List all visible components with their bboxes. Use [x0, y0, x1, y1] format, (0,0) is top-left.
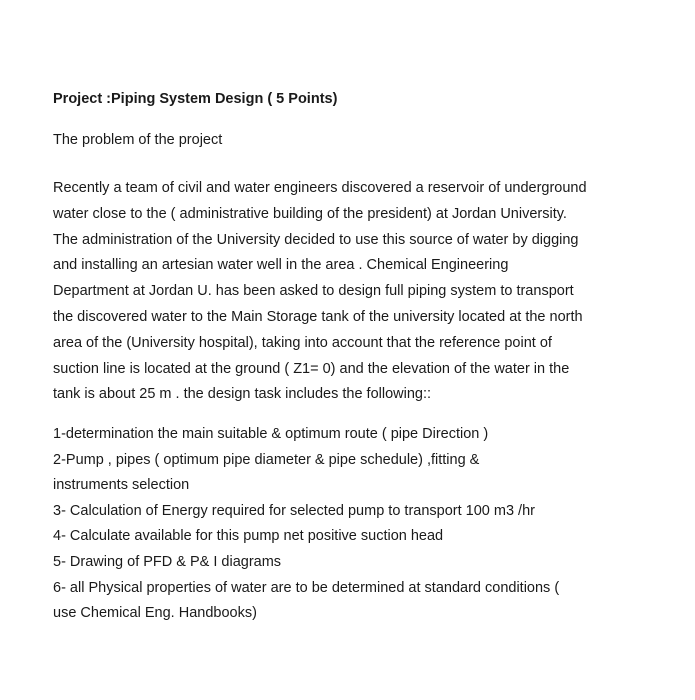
list-item: 4- Calculate available for this pump net positive suction head	[53, 528, 444, 545]
list-item: 6- all Physical properties of water are to be determined at standard conditions (	[53, 579, 560, 596]
problem-heading: The problem of the project	[53, 132, 223, 148]
paragraph-line: water close to the ( administrative building of the president) at Jordan University.	[53, 205, 567, 222]
project-title: Project :Piping System Design ( 5 Points)	[53, 91, 338, 107]
paragraph-line: tank is about 25 m . the design task includes the following::	[53, 386, 432, 403]
problem-description	[53, 176, 693, 408]
list-item: 1-determination the main suitable & optimum route ( pipe Direction )	[53, 426, 489, 442]
paragraph-line: and installing an artesian water well in the area . Chemical Engineering	[53, 257, 509, 274]
paragraph-line: Recently a team of civil and water engineers discovered a reservoir of underground	[53, 180, 587, 196]
list-item: instruments selection	[53, 477, 190, 494]
list-item: use Chemical Eng. Handbooks)	[53, 605, 257, 622]
list-item: 3- Calculation of Energy required for selected pump to transport 100 m3 /hr	[53, 502, 535, 519]
paragraph-line: suction line is located at the ground ( Z1= 0) and the elevation of the water in the	[53, 360, 570, 377]
list-item: 2-Pump , pipes ( optimum pipe diameter & pipe schedule) ,fitting &	[53, 451, 480, 468]
paragraph-line: area of the (University hospital), taking into account that the reference point of	[53, 334, 552, 351]
design-task-list	[53, 422, 693, 627]
paragraph-line: The administration of the University decided to use this source of water by digging	[53, 231, 579, 248]
paragraph-line: the discovered water to the Main Storage tank of the university located at the north	[53, 308, 583, 325]
list-item: 5- Drawing of PFD & P& I diagrams	[53, 553, 282, 570]
paragraph-line: Department at Jordan U. has been asked to design full piping system to transport	[53, 283, 574, 300]
